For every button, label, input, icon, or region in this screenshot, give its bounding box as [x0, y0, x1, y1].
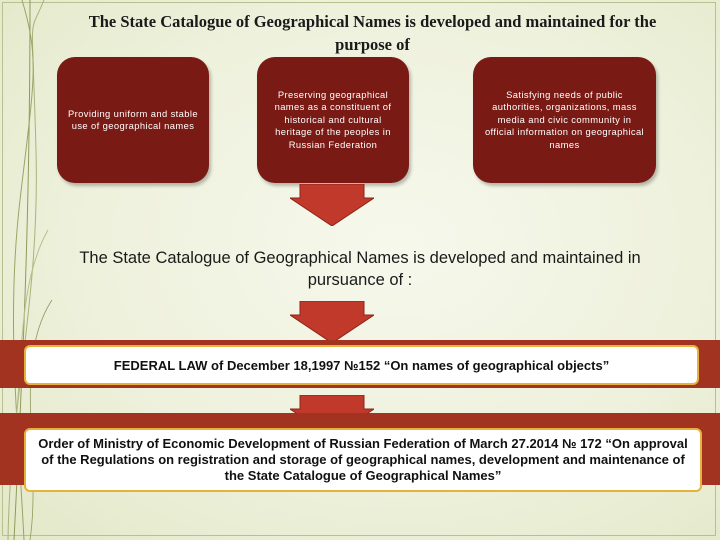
purpose-box-text: Providing uniform and stable use of geographical names	[67, 107, 199, 131]
down-arrow-icon	[290, 184, 374, 226]
ministry-order-box: Order of Ministry of Economic Development of Russian Federation of March 27.2014 № 172 “On approval of the Regulations on registration and storage of geographical names, development and maintenance of the State Catalogue of Geographical Names”	[24, 428, 702, 492]
subtitle: The State Catalogue of Geographical Names is developed and maintained in pursuance of :	[79, 249, 641, 289]
purpose-box-text: Satisfying needs of public authorities, organizations, mass media and civic community in official information on geographical names	[484, 88, 645, 150]
purpose-box-text: Preserving geographical names as a constituent of historical and cultural heritage of the peoples in Russian Federation	[274, 88, 392, 150]
page-title: The State Catalogue of Geographical Names is developed and maintained for the purpose of	[88, 12, 657, 54]
purpose-box-uniform-use	[57, 57, 209, 183]
purpose-box-preserving-heritage	[257, 57, 409, 183]
purpose-box-satisfying-needs	[473, 57, 656, 183]
federal-law-box: FEDERAL LAW of December 18,1997 №152 “On names of geographical objects”	[24, 345, 699, 385]
down-arrow-icon	[290, 301, 374, 343]
